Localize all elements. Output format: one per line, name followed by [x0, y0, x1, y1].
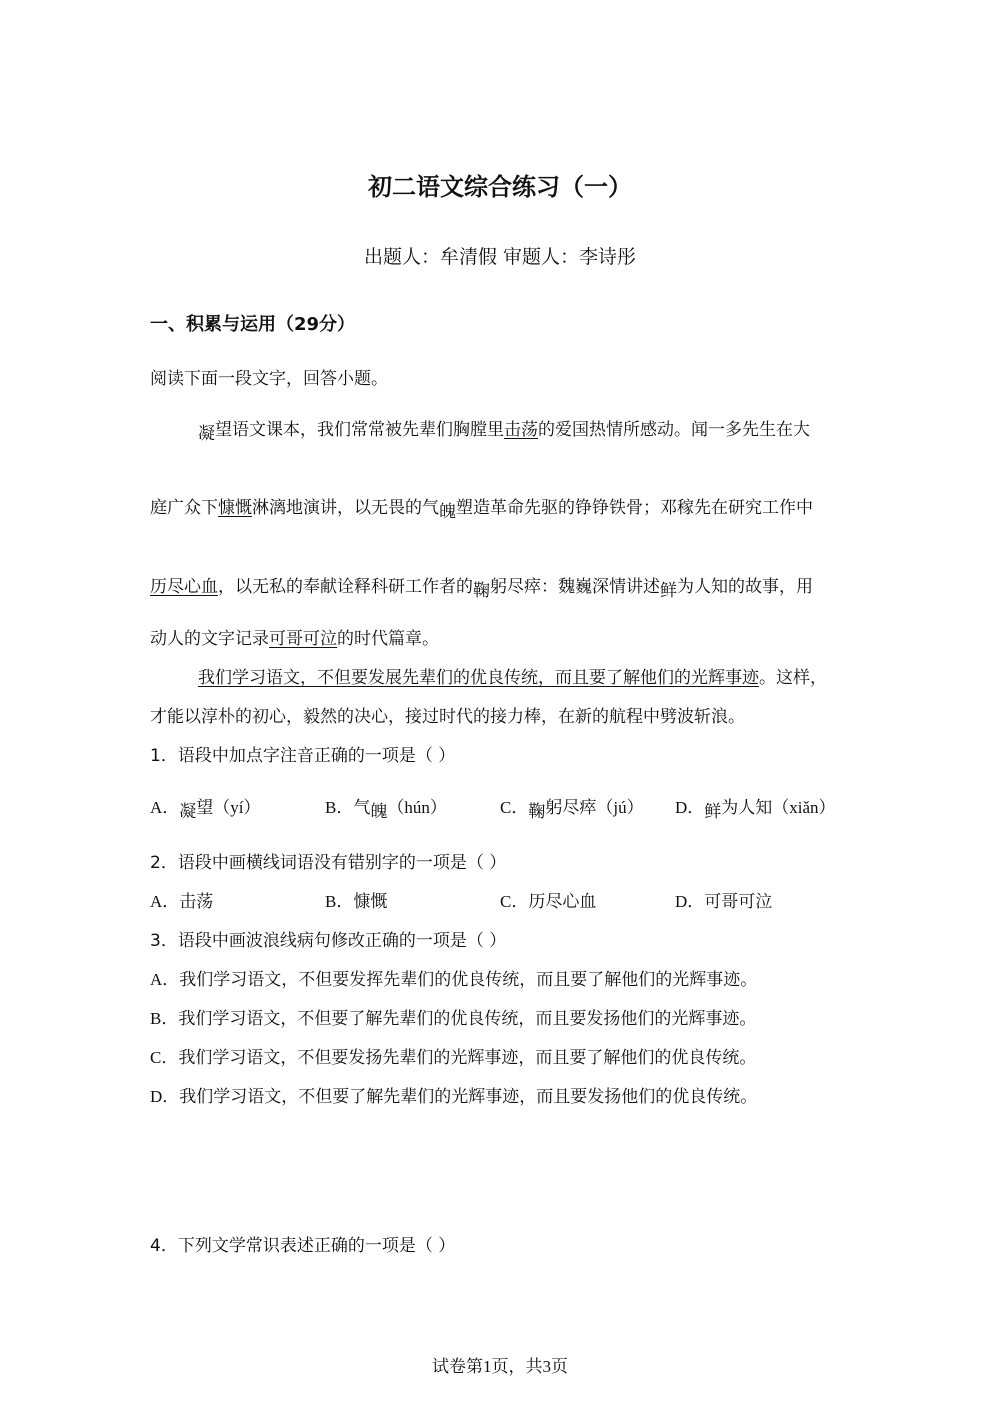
authors-line: 出题人：牟清假 审题人：李诗彤	[363, 246, 637, 268]
q2-option-c[interactable]	[500, 891, 596, 913]
passage-text: 塑造革命先驱的铮铮铁骨；邓稼先在研究工作中	[456, 498, 813, 518]
page-title: 初二语文综合练习（一）	[368, 173, 632, 201]
option-label: C．	[150, 1048, 179, 1067]
question-3-stem: 3．语段中画波浪线病句修改正确的一项是（ ）	[150, 931, 507, 951]
passage-line-1	[198, 419, 810, 444]
option-text: 躬尽瘁	[545, 798, 597, 818]
passage-text: 庭广众下	[150, 498, 218, 518]
passage-line-5	[198, 667, 827, 689]
q3-option-d[interactable]	[150, 1086, 757, 1108]
q1-option-d[interactable]	[675, 797, 836, 822]
option-text: 慷慨	[353, 892, 388, 912]
dotted-char: 凝	[198, 424, 215, 444]
passage-text: 望语文课本，我们常常被先辈们胸膛里	[215, 420, 504, 440]
dotted-char: 凝	[179, 802, 197, 822]
underlined-word: 可哥可泣	[269, 629, 337, 649]
pinyin: （xiǎn）	[772, 798, 836, 817]
question-4-stem: 4．下列文学常识表述正确的一项是（ ）	[150, 1236, 456, 1256]
dotted-char: 鲜	[704, 802, 722, 822]
dotted-char: 魄	[439, 502, 456, 522]
question-1-stem: 1．语段中加点字注音正确的一项是（ ）	[150, 746, 456, 766]
passage-line-2	[150, 497, 813, 522]
option-label: D．	[150, 1087, 180, 1106]
page-footer: 试卷第1页，共3页	[432, 1357, 568, 1376]
option-text: 我们学习语文，不但要了解先辈们的光辉事迹，而且要发扬他们的优良传统。	[179, 1087, 758, 1107]
pinyin: （hún）	[387, 798, 447, 817]
passage-text: 躬尽瘁：魏巍深情讲述	[490, 577, 660, 597]
passage-line-3	[150, 576, 813, 601]
dotted-char: 魄	[370, 802, 388, 822]
option-label: C．	[500, 798, 529, 817]
option-label: B．	[150, 1009, 179, 1028]
passage-text: 动人的文字记录	[150, 629, 269, 649]
q2-option-d[interactable]	[675, 891, 772, 913]
q2-option-a[interactable]	[150, 891, 213, 913]
option-label: A．	[150, 892, 180, 911]
passage-text: 的爱国热情所感动。闻一多先生在大	[538, 420, 810, 440]
q3-option-c[interactable]	[150, 1047, 756, 1069]
passage-text: 为人知的故事，用	[677, 577, 813, 597]
passage-text: ，以无私的奉献诠释科研工作者的	[218, 577, 473, 597]
underlined-word: 击荡	[504, 420, 538, 440]
option-label: A．	[150, 970, 180, 989]
option-text: 望	[196, 798, 214, 818]
underlined-word: 慷慨	[218, 498, 252, 518]
q2-option-b[interactable]	[325, 891, 387, 913]
pinyin: （jú）	[596, 798, 644, 817]
passage-text: 淋漓地演讲，以无畏的气	[252, 498, 439, 518]
underlined-word: 历尽心血	[150, 577, 218, 597]
option-label: C．	[500, 892, 529, 911]
section-heading: 一、积累与运用（29分）	[150, 314, 356, 335]
option-text: 我们学习语文，不但要发扬先辈们的光辉事迹，而且要了解他们的优良传统。	[178, 1048, 757, 1068]
dotted-char: 鞠	[473, 581, 490, 601]
passage-line-6: 才能以淳朴的初心，毅然的决心，接过时代的接力棒，在新的航程中劈波斩浪。	[150, 707, 745, 727]
dotted-char: 鞠	[528, 802, 546, 822]
passage-text: 的时代篇章。	[337, 629, 439, 649]
option-text: 可哥可泣	[704, 892, 773, 912]
option-text: 我们学习语文，不但要了解先辈们的优良传统，而且要发扬他们的光辉事迹。	[178, 1009, 757, 1029]
question-2-stem: 2．语段中画横线词语没有错别字的一项是（ ）	[150, 853, 507, 873]
option-text: 击荡	[179, 892, 214, 912]
q1-option-b[interactable]	[325, 797, 447, 822]
option-text: 我们学习语文，不但要发挥先辈们的优良传统，而且要了解他们的光辉事迹。	[179, 970, 758, 990]
passage-text: 。这样，	[759, 668, 827, 688]
q1-option-a[interactable]	[150, 797, 261, 822]
q1-option-c[interactable]	[500, 797, 644, 822]
dotted-char: 鲜	[660, 581, 677, 601]
option-label: D．	[675, 892, 705, 911]
option-label: A．	[150, 798, 180, 817]
option-text: 历尽心血	[528, 892, 597, 912]
q3-option-b[interactable]	[150, 1008, 756, 1030]
option-label: B．	[325, 798, 354, 817]
option-text: 气	[353, 798, 371, 818]
option-label: B．	[325, 892, 354, 911]
reading-instruction: 阅读下面一段文字，回答小题。	[150, 369, 388, 389]
q3-option-a[interactable]	[150, 969, 757, 991]
option-label: D．	[675, 798, 705, 817]
wavy-underlined-sentence: 我们学习语文，不但要发展先辈们的优良传统，而且要了解他们的光辉事迹	[198, 668, 759, 688]
passage-line-4	[150, 628, 439, 650]
option-text: 为人知	[721, 798, 773, 818]
pinyin: （yí）	[213, 798, 261, 817]
